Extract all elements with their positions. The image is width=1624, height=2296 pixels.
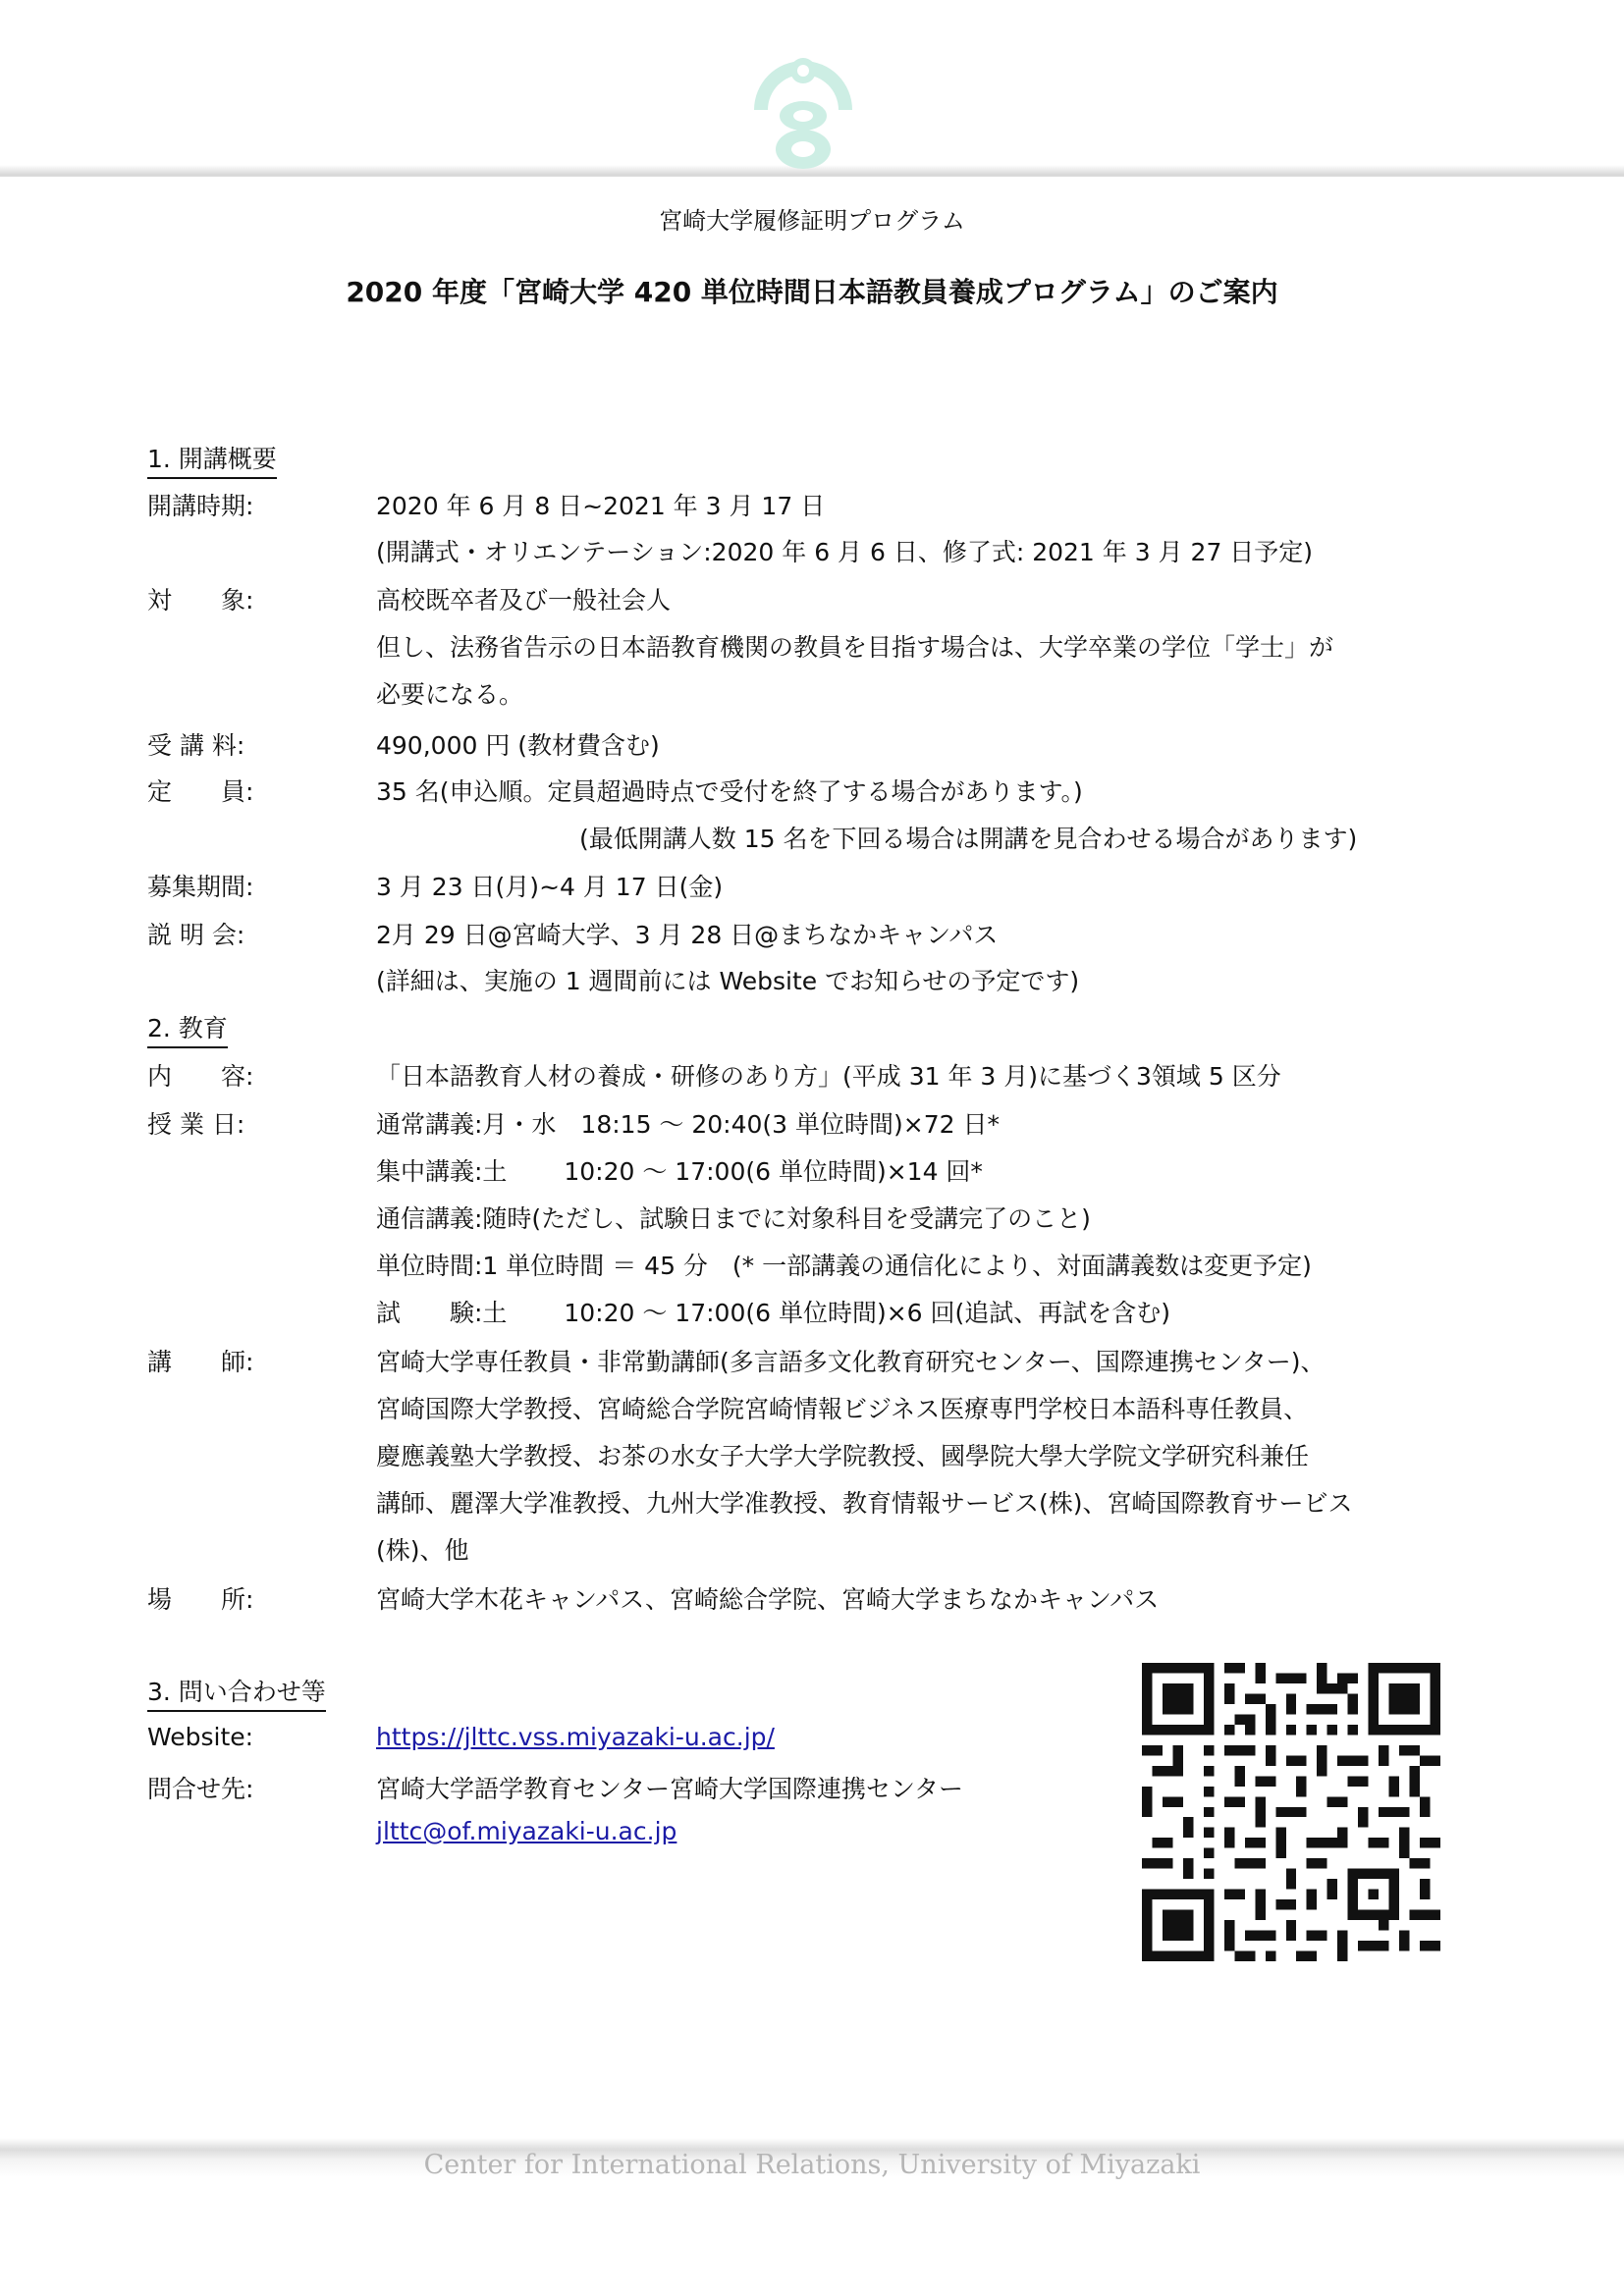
university-logo-icon xyxy=(744,49,862,177)
class-days-label: 授 業 日: xyxy=(147,1110,245,1139)
class-days-line-3: 通信講義:随時(ただし、試験日までに対象科目を受講完了のこと) xyxy=(376,1204,1091,1233)
recruit-label: 募集期間: xyxy=(147,873,254,901)
lecturer-line-5: (株)、他 xyxy=(376,1536,469,1565)
capacity-label: 定 員: xyxy=(147,777,254,806)
lecturer-line-2: 宮崎国際大学教授、宮崎総合学院宮崎情報ビジネス医療専門学校日本語科専任教員、 xyxy=(376,1395,1309,1423)
target-value: 高校既卒者及び一般社会人 xyxy=(376,586,672,614)
lecturer-label: 講 師: xyxy=(147,1348,254,1376)
lecturer-line-3: 慶應義塾大学教授、お茶の水女子大学大学院教授、國學院大學大学院文学研究科兼任 xyxy=(376,1442,1310,1470)
target-note-1: 但し、法務省告示の日本語教育機関の教員を目指す場合は、大学卒業の学位「学士」が xyxy=(376,633,1334,662)
contact-value: 宮崎大学語学教育センター宮崎大学国際連携センター xyxy=(376,1775,964,1803)
class-days-line-4: 単位時間:1 単位時間 ＝ 45 分 (* 一部講義の通信化により、対面講義数は変更予定) xyxy=(376,1252,1312,1280)
briefing-value: 2月 29 日@宮崎大学、3 月 28 日@まちなかキャンパス xyxy=(376,921,999,949)
recruit-value: 3 月 23 日(月)~4 月 17 日(金) xyxy=(376,873,724,901)
content-label: 内 容: xyxy=(147,1062,254,1091)
content-value: 「日本語教育人材の養成・研修のあり方」(平成 31 年 3 月)に基づく3領域 5 区分 xyxy=(376,1062,1281,1091)
section-heading-overview: 1. 開講概要 xyxy=(147,440,277,479)
period-label: 開講時期: xyxy=(147,492,254,520)
fee-label: 受 講 料: xyxy=(147,731,245,760)
fee-value: 490,000 円 (教材費含む) xyxy=(376,731,660,760)
email-link[interactable]: jlttc@of.miyazaki-u.ac.jp xyxy=(376,1817,677,1845)
program-subtitle: 宮崎大学履修証明プログラム xyxy=(659,207,965,235)
qr-code-icon[interactable] xyxy=(1142,1663,1440,1961)
target-note-2: 必要になる。 xyxy=(376,680,524,709)
capacity-value: 35 名(申込順。定員超過時点で受付を終了する場合があります。) xyxy=(376,777,1083,806)
place-value: 宮崎大学木花キャンパス、宮崎総合学院、宮崎大学まちなかキャンパス xyxy=(376,1585,1160,1614)
page-title: 2020 年度「宮崎大学 420 単位時間日本語教員養成プログラム」のご案内 xyxy=(346,276,1278,308)
lecturer-line-1: 宮崎大学専任教員・非常勤講師(多言語多文化教育研究センター、国際連携センター)、 xyxy=(376,1348,1326,1376)
class-days-line-5: 試 験:土 10:20 ～ 17:00(6 単位時間)×6 回(追試、再試を含む) xyxy=(376,1299,1171,1327)
period-note: (開講式・オリエンテーション:2020 年 6 月 6 日、修了式: 2021 年 3 月 27 日予定) xyxy=(376,538,1314,566)
footer-text: Center for International Relations, University of Miyazaki xyxy=(423,2150,1201,2180)
target-label: 対 象: xyxy=(147,586,254,614)
section-heading-contact: 3. 問い合わせ等 xyxy=(147,1673,326,1712)
briefing-note: (詳細は、実施の 1 週間前には Website でお知らせの予定です) xyxy=(376,967,1080,995)
website-label: Website: xyxy=(147,1723,254,1751)
lecturer-line-4: 講師、麗澤大学准教授、九州大学准教授、教育情報サービス(株)、宮崎国際教育サービス xyxy=(376,1489,1353,1518)
class-days-line-2: 集中講義:土 10:20 ～ 17:00(6 単位時間)×14 回* xyxy=(376,1157,983,1186)
capacity-note: (最低開講人数 15 名を下回る場合は開講を見合わせる場合があります) xyxy=(579,825,1358,853)
briefing-label: 説 明 会: xyxy=(147,921,245,949)
period-value: 2020 年 6 月 8 日~2021 年 3 月 17 日 xyxy=(376,492,826,520)
class-days-line-1: 通常講義:月・水 18:15 ～ 20:40(3 単位時間)×72 日* xyxy=(376,1110,1000,1139)
contact-label: 問合せ先: xyxy=(147,1775,254,1803)
section-heading-education: 2. 教育 xyxy=(147,1009,228,1048)
website-link[interactable]: https://jlttc.vss.miyazaki-u.ac.jp/ xyxy=(376,1723,775,1751)
place-label: 場 所: xyxy=(147,1585,254,1614)
